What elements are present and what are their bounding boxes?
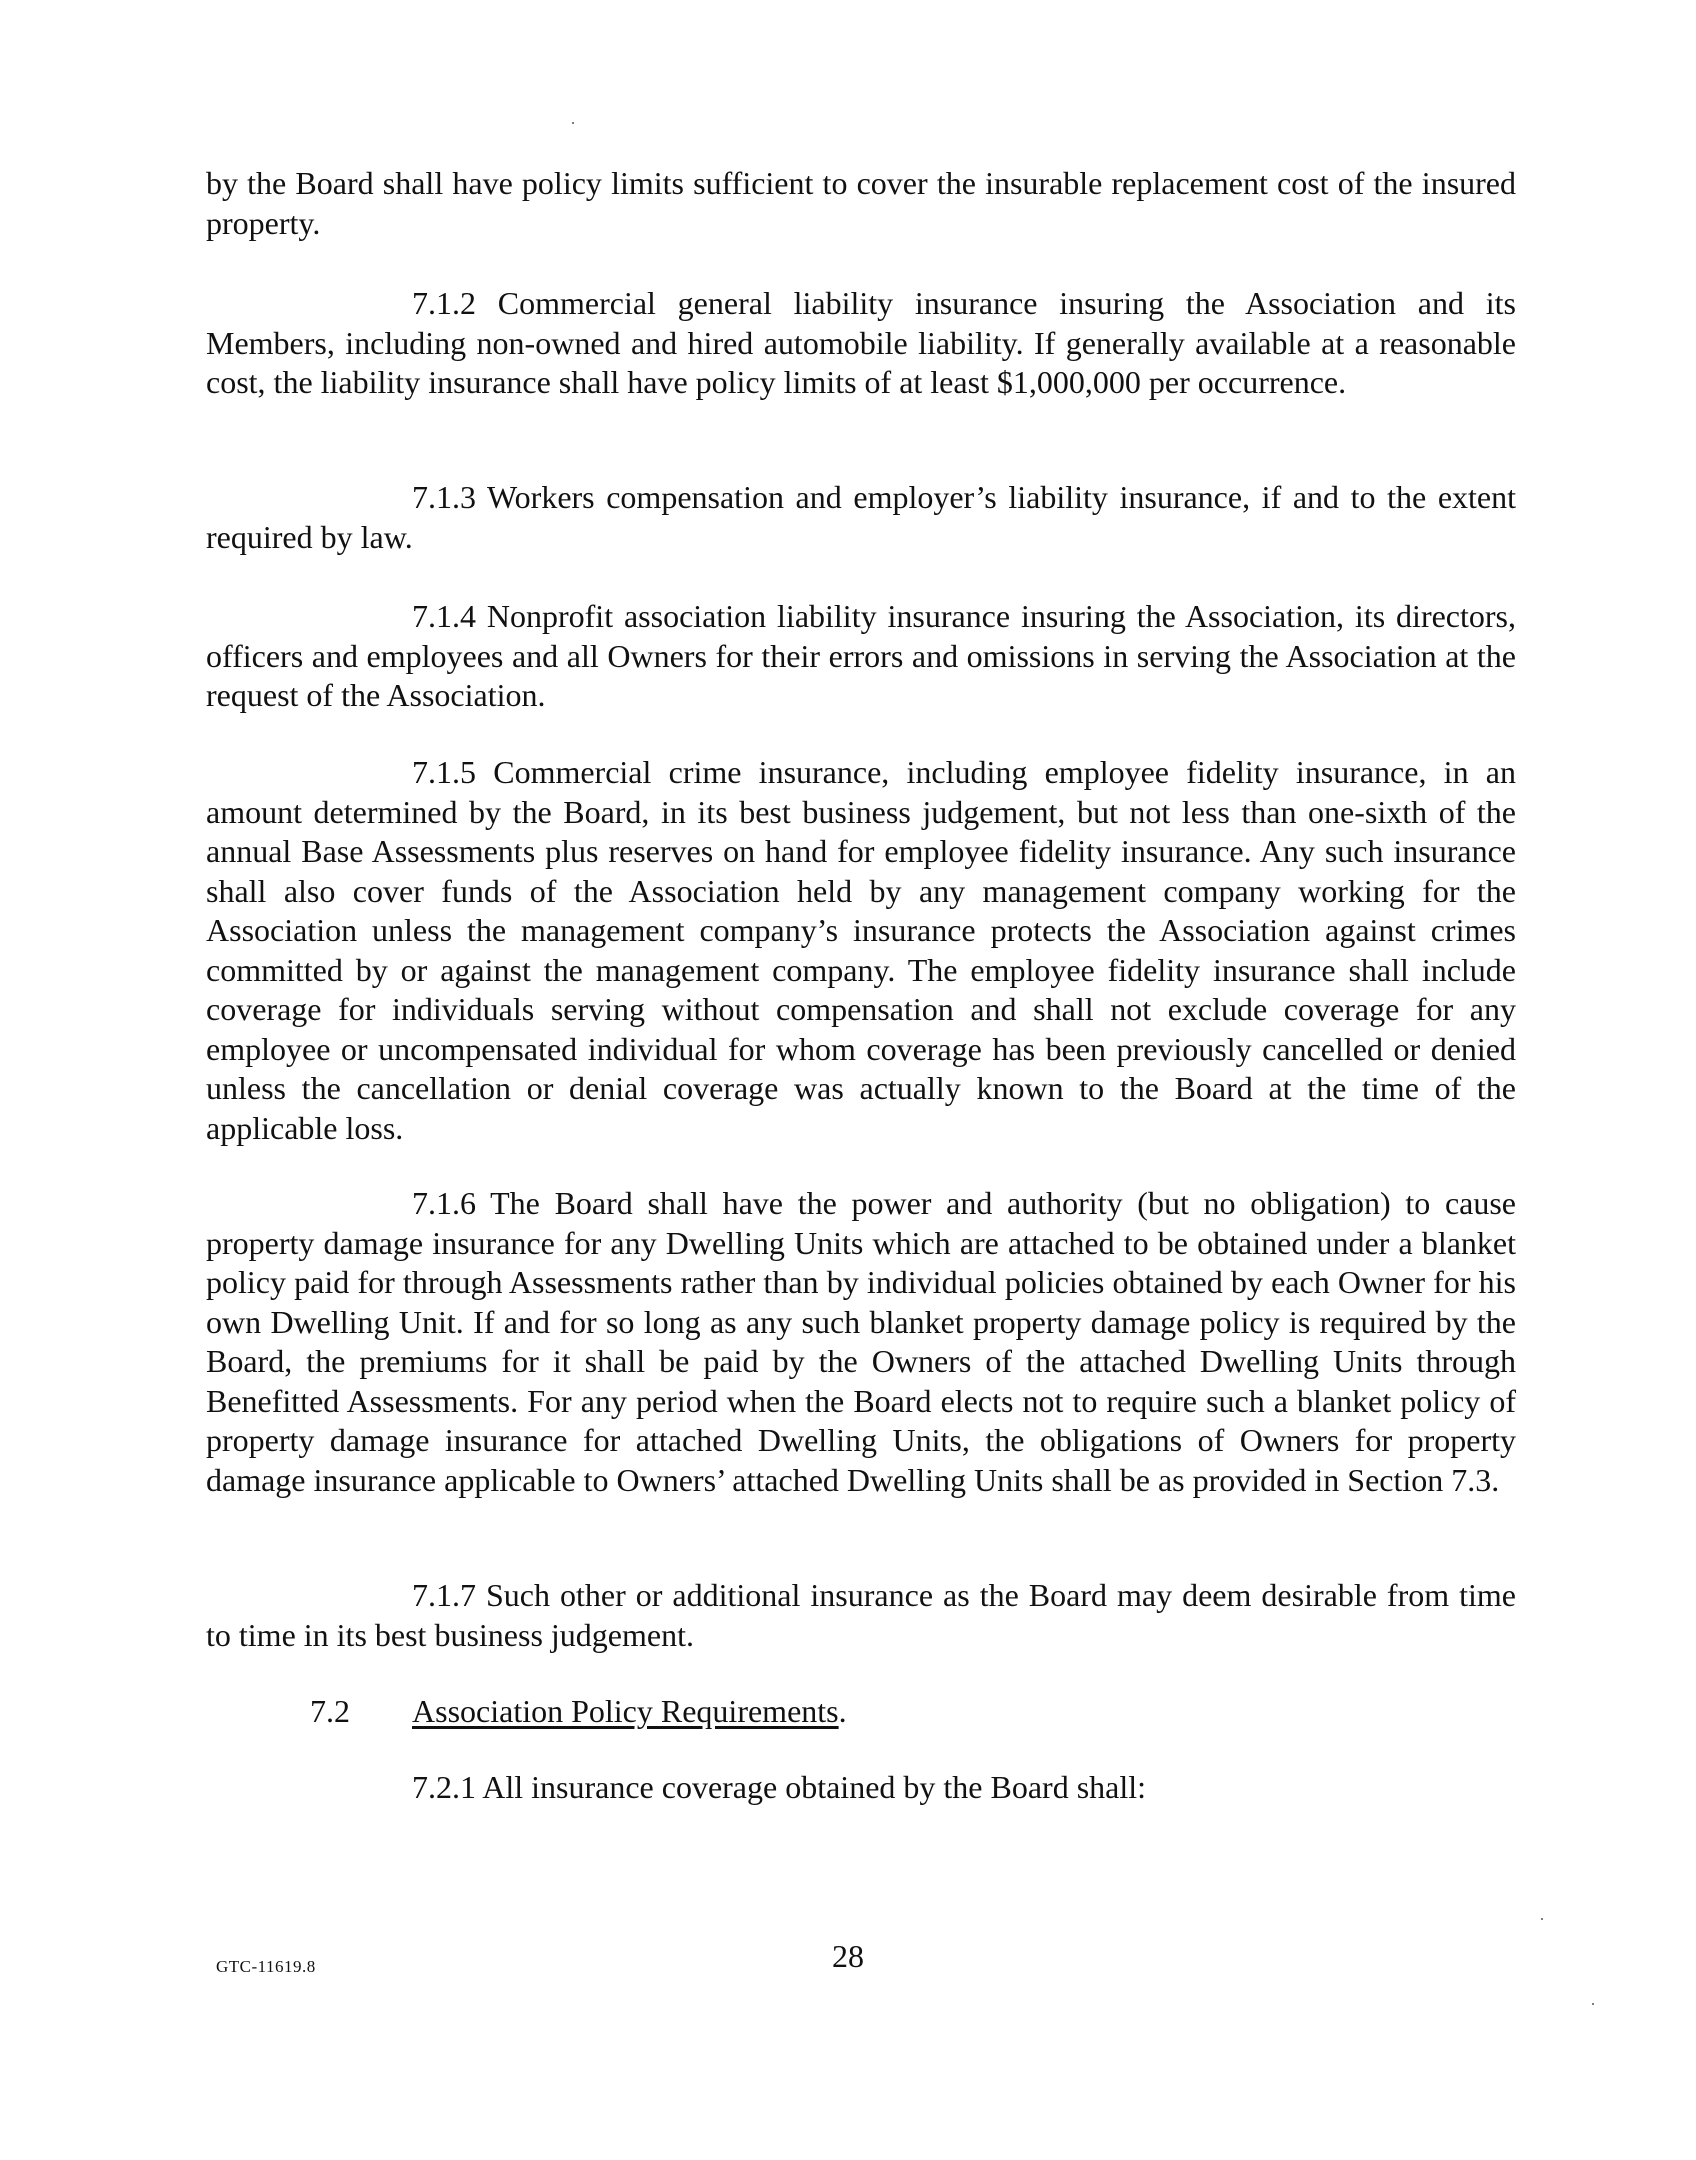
section-title-text: Association Policy Requirements (412, 1693, 839, 1729)
paragraph-7-1-4 (206, 597, 1516, 716)
paragraph-text: 7.1.5 Commercial crime insurance, including employee fidelity insurance, in an amount determined by the Board, in its best business judgement, but not less than one-sixth of the annual Base Assessments plus reserves on hand for employee fidelity insurance. Any such insurance shall also cover funds of the Association held by any management company working for the Association unless the management company’s insurance protects the Association against crimes committed by or against the management company. The employee fidelity insurance shall include coverage for individuals serving without compensation and shall not exclude coverage for any employee or uncompensated individual for whom coverage has been previously cancelled or denied unless the cancellation or denial coverage was actually known to the Board at the time of the applicable loss. (206, 754, 1516, 1146)
paragraph-text: 7.1.7 Such other or additional insurance as the Board may deem desirable from time to time in its best business judgement. (206, 1577, 1516, 1653)
paragraph-text: by the Board shall have policy limits sufficient to cover the insurable replacement cost of the insured property. (206, 165, 1516, 241)
paragraph-7-1-6 (206, 1184, 1516, 1500)
paragraph-text: 7.1.3 Workers compensation and employer’s liability insurance, if and to the extent required by law. (206, 479, 1516, 555)
paragraph-7-1-2 (206, 284, 1516, 403)
section-title (412, 1692, 847, 1732)
section-title-punct: . (838, 1693, 847, 1729)
footer-document-code: GTC-11619.8 (216, 1957, 316, 1976)
scan-speck (572, 122, 574, 124)
paragraph-text: 7.1.2 Commercial general liability insurance insuring the Association and its Members, including non-owned and hired automobile liability. If generally available at a reasonable cost, the liability insurance shall have policy limits of at least $1,000,000 per occurrence. (206, 285, 1516, 400)
paragraph-7-2-1: 7.2.1 All insurance coverage obtained by the Board shall: (412, 1769, 1147, 1805)
paragraph-7-1-7 (206, 1576, 1516, 1655)
page-number: 28 (832, 1938, 864, 1974)
paragraph-continuation (206, 164, 1516, 243)
paragraph-text: 7.1.4 Nonprofit association liability insurance insuring the Association, its directors, officers and employees and all Owners for their errors and omissions in serving the Association at the request of the Association. (206, 598, 1516, 713)
paragraph-7-1-5 (206, 753, 1516, 1148)
scan-speck (1541, 1918, 1543, 1920)
paragraph-text: 7.1.6 The Board shall have the power and authority (but no obligation) to cause property damage insurance for any Dwelling Units which are attached to be obtained under a blanket policy paid for through Assessments rather than by individual policies obtained by each Owner for his own Dwelling Unit. If and for so long as any such blanket property damage policy is required by the Board, the premiums for it shall be paid by the Owners of the attached Dwelling Units through Benefitted Assessments. For any period when the Board elects not to require such a blanket policy of property damage insurance for attached Dwelling Units, the obligations of Owners for property damage insurance applicable to Owners’ attached Dwelling Units shall be as provided in Section 7.3. (206, 1185, 1516, 1498)
paragraph-7-1-3 (206, 478, 1516, 557)
section-number: 7.2 (310, 1693, 350, 1729)
scan-speck (1592, 2003, 1594, 2005)
